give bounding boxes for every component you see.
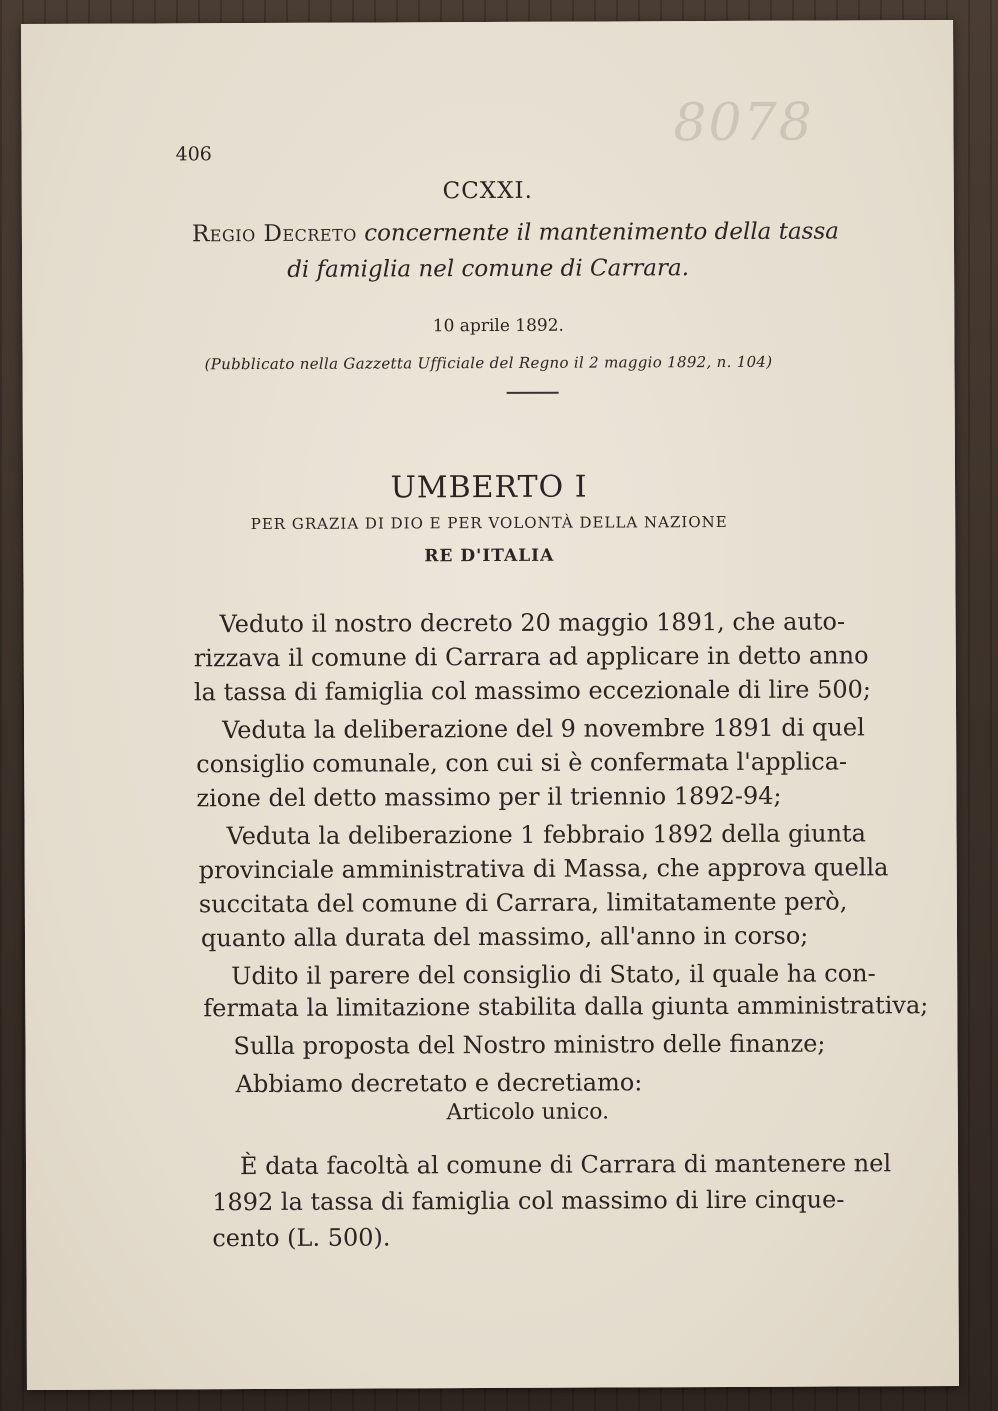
page-number: 406 (175, 143, 212, 166)
body-line: la tassa di famiglia col massimo eccezionale di lire 500; (193, 675, 872, 707)
decree-title-lead: Regio Decreto (191, 220, 357, 248)
king-grace: PER GRAZIA DI DIO E PER VOLONTÀ DELLA NAZIONE (250, 512, 728, 534)
article-heading: Articolo unico. (446, 1099, 610, 1126)
body-line: Veduto il nostro decreto 20 maggio 1891, che auto- (219, 607, 846, 639)
decree-number: CCXXI. (442, 177, 533, 205)
body-line: provinciale amministrativa di Massa, che approva quella (198, 853, 889, 885)
body-line: succitata del comune di Carrara, limitatamente però, (198, 887, 848, 919)
gazette-note: (Pubblicato nella Gazzetta Ufficiale del Regno il 2 maggio 1892, n. 104) (204, 352, 773, 374)
article-line: È data facoltà al comune di Carrara di mantenere nel (239, 1149, 892, 1181)
body-line: quanto alla durata del massimo, all'anno in corso; (200, 921, 809, 953)
body-line: Udito il parere del consiglio di Stato, il quale ha con- (231, 959, 876, 991)
decree-title-rest: concernente il mantenimento della tassa (364, 218, 840, 247)
decree-title-line-1 (192, 218, 839, 247)
article-line: 1892 la tassa di famiglia col massimo di lire cinque- (212, 1185, 845, 1217)
article-line: cento (L. 500). (212, 1223, 391, 1253)
body-line: Sulla proposta del Nostro ministro delle finanze; (233, 1029, 826, 1061)
body-line: rizzava il comune di Carrara ad applicare in detto anno (193, 641, 869, 673)
body-line: fermata la limitazione stabilita dalla giunta amministrativa; (203, 991, 929, 1023)
body-line: consiglio comunale, con cui si è confermata l'applica- (196, 747, 848, 779)
document-page (21, 20, 959, 1390)
king-title: RE D'ITALIA (424, 545, 555, 567)
body-line: zione del detto massimo per il triennio 1892-94; (196, 781, 782, 813)
decree-date: 10 aprile 1892. (432, 315, 564, 337)
decree-title-line-2: di famiglia nel comune di Carrara. (287, 255, 690, 283)
body-line: Abbiamo decretato e decretiamo: (235, 1068, 643, 1099)
body-line: Veduta la deliberazione del 9 novembre 1891 di quel (222, 713, 865, 745)
pencil-annotation: 8078 (673, 92, 814, 154)
divider-rule (507, 392, 559, 394)
body-line: Veduta la deliberazione 1 febbraio 1892 della giunta (226, 819, 867, 851)
king-name: UMBERTO I (390, 469, 588, 506)
